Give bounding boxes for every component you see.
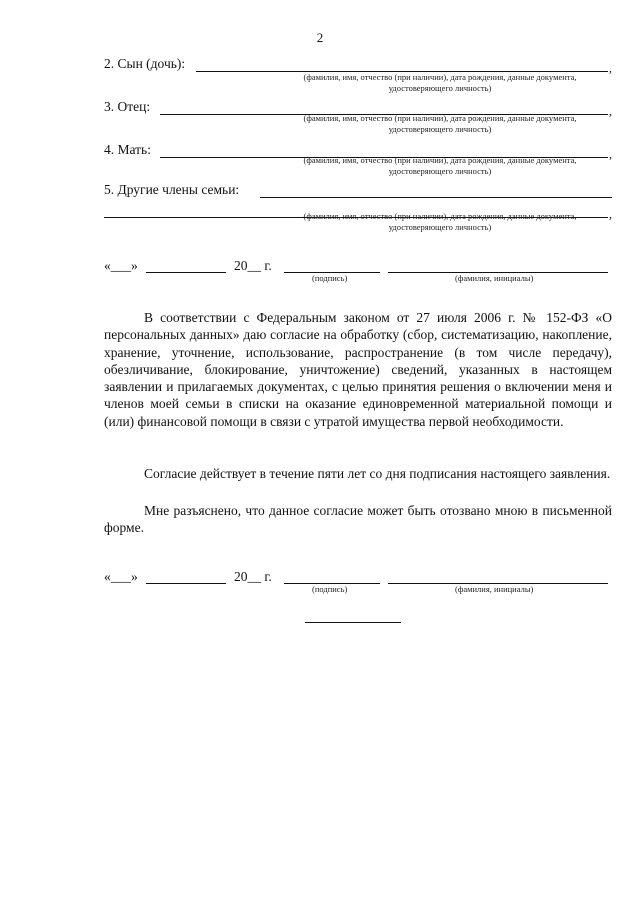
month-line-2[interactable] <box>146 583 226 584</box>
son-daughter-hint: (фамилия, имя, отчество (при наличии), дата рождения, данные документа, удостоверяющего личность) <box>303 72 577 93</box>
year-placeholder-1[interactable]: 20__ г. <box>234 258 272 273</box>
day-placeholder-2[interactable]: «___» <box>104 569 138 584</box>
mother-hint: (фамилия, имя, отчество (при наличии), дата рождения, данные документа, удостоверяющего личность) <box>303 155 577 176</box>
name-hint-1: (фамилия, инициалы) <box>455 273 534 283</box>
other-members-label: 5. Другие члены семьи: <box>104 182 240 197</box>
son-daughter-field[interactable]: 2. Сын (дочь): , <box>104 56 612 75</box>
signature-hint-2: (подпись) <box>312 584 348 594</box>
mother-label: 4. Мать: <box>104 142 151 157</box>
page-number: 2 <box>316 30 324 45</box>
father-hint: (фамилия, имя, отчество (при наличии), дата рождения, данные документа, удостоверяющего личность) <box>303 113 577 134</box>
other-members-line-1[interactable] <box>260 197 612 198</box>
consent-paragraph-3: Мне разъяснено, что данное согласие может быть отозвано мною в письменной форме. <box>104 503 612 536</box>
consent-paragraph-2: Согласие действует в течение пяти лет со дня подписания настоящего заявления. <box>144 466 611 481</box>
father-field[interactable]: 3. Отец: , <box>104 99 612 118</box>
father-label: 3. Отец: <box>104 99 151 114</box>
mother-field[interactable]: 4. Мать: , <box>104 142 612 161</box>
son-daughter-label: 2. Сын (дочь): <box>104 56 186 71</box>
month-line-1[interactable] <box>146 272 226 273</box>
other-members-field[interactable] <box>104 182 612 204</box>
signature-hint-1: (подпись) <box>312 273 348 283</box>
signature-row-2 <box>104 569 612 591</box>
consent-paragraph-1: В соответствии с Федеральным законом от 27 июля 2006 г. № 152-ФЗ «О персональных данных» даю согласие на обработку (сбор, систематизацию, накопление, хранение, уточнение, использование, распространение (в том числе передачу), обезличивание, блокирование, уничтожение) сведений, указанных в настоящем заявлении и прилагаемых документах, с целью принятия решения о включении меня и членов моей семьи в списки на оказание единовременной материальной помощи и (или) финансовой помощи в связи с утратой имущества первой необходимости. <box>104 310 612 429</box>
signature-row-1 <box>104 258 612 280</box>
end-divider <box>305 622 401 623</box>
day-placeholder-1[interactable]: «___» <box>104 258 138 273</box>
other-members-hint: (фамилия, имя, отчество (при наличии), дата рождения, данные документа, удостоверяющего личность) <box>303 211 577 232</box>
year-placeholder-2[interactable]: 20__ г. <box>234 569 272 584</box>
name-hint-2: (фамилия, инициалы) <box>455 584 534 594</box>
other-members-field-2[interactable]: , <box>104 202 612 224</box>
